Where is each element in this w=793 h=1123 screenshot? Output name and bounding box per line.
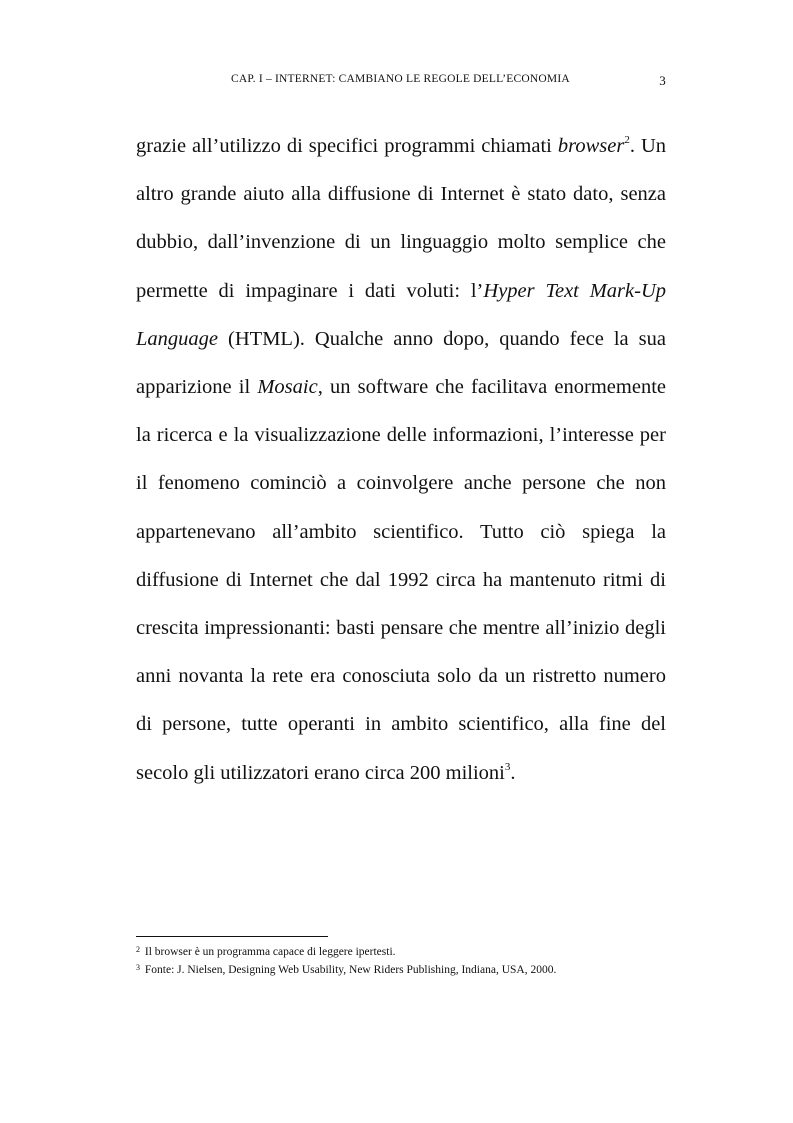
footnote-ref-2[interactable]: 2 bbox=[624, 134, 630, 146]
footnote-text: Il browser è un programma capace di leggere ipertesti. bbox=[144, 946, 396, 958]
footnote-text: Fonte: J. Nielsen, Designing Web Usability, New Riders Publishing, Indiana, USA, 2000. bbox=[144, 964, 557, 976]
term-html: Hyper Text Mark-Up Language bbox=[136, 279, 666, 350]
body-paragraph bbox=[136, 122, 666, 797]
footnotes bbox=[136, 942, 666, 978]
footnote-2 bbox=[136, 942, 666, 960]
term-browser: browser bbox=[557, 135, 625, 157]
body-text-segment: , un software che facilitava enormemente la ricerca e la visualizzazione delle informazioni, l’interesse per il fenomeno cominciò a coinvolgere anche persone che non appartenevano all’ambito scientifico. Tutto ciò spiega la diffusione di Internet che dal 1992 circa ha mantenuto ritmi di crescita impressionanti: basti pensare che mentre all’inizio degli anni novanta la rete era conosciuta solo da un ristretto numero di persone, tutte operanti in ambito scientifico, alla fine del secolo gli utilizzatori erano circa 200 milioni bbox=[136, 376, 666, 784]
body-text-segment: . bbox=[510, 761, 516, 784]
chapter-title: CAP. I – INTERNET: CAMBIANO LE REGOLE DELL’ECONOMIA bbox=[231, 73, 570, 85]
footnote-marker: 2 bbox=[136, 945, 140, 954]
footnote-3 bbox=[136, 960, 666, 978]
footnote-ref-3[interactable]: 3 bbox=[504, 760, 511, 773]
term-mosaic: Mosaic bbox=[257, 376, 318, 399]
body-text-segment: (HTML). Qualche anno dopo, quando fece la sua apparizione il bbox=[136, 327, 666, 399]
footnote-separator bbox=[136, 936, 328, 937]
page-number: 3 bbox=[659, 73, 666, 88]
footnote-marker: 3 bbox=[136, 963, 140, 972]
body-text-segment: . Un altro grande aiuto alla diffusione di Internet è stato dato, senza dubbio, dall’invenzione di un linguaggio molto semplice che permette di impaginare i dati voluti: l’ bbox=[136, 135, 666, 302]
running-header bbox=[136, 73, 666, 91]
body-text-segment: grazie all’utilizzo di specifici programmi chiamati bbox=[136, 135, 558, 157]
